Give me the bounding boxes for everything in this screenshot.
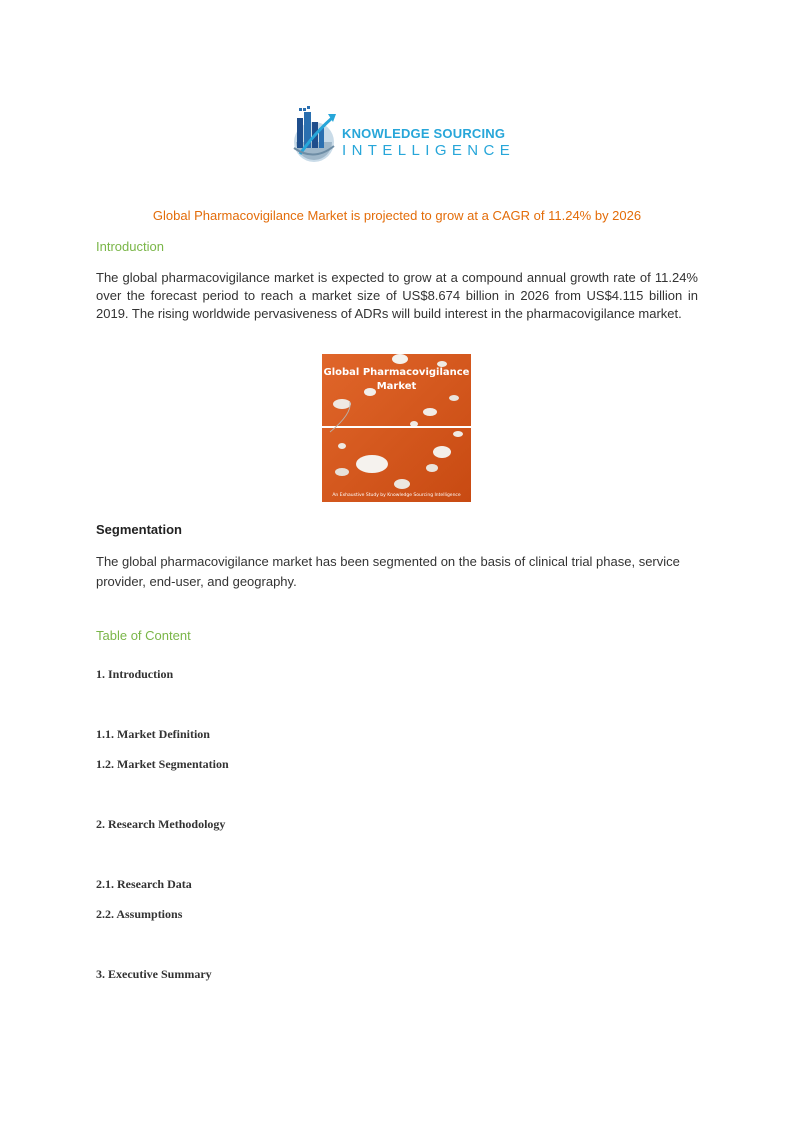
toc-item: 2.1. Research Data <box>96 877 192 891</box>
city-skyline-globe-icon <box>290 104 342 166</box>
cover-image-caption: An Exhaustive Study by Knowledge Sourcing Intelligence <box>332 493 461 498</box>
table-of-content-heading: Table of Content <box>96 628 191 643</box>
toc-item: 3. Executive Summary <box>96 967 212 981</box>
logo-text-primary: KNOWLEDGE SOURCING <box>342 126 506 141</box>
segmentation-paragraph: The global pharmacovigilance market has been segmented on the basis of clinical trial phase, service provider, end-user, and geography. <box>96 554 680 589</box>
page-title: Global Pharmacovigilance Market is projected to grow at a CAGR of 11.24% by 2026 <box>152 208 642 223</box>
introduction-heading: Introduction <box>96 239 164 254</box>
segmentation-heading: Segmentation <box>96 522 182 537</box>
toc-item: 1.1. Market Definition <box>96 727 210 741</box>
introduction-paragraph: The global pharmacovigilance market is expected to grow at a compound annual growth rate of 11.24% over the forecast period to reach a market size of US$8.674 billion in 2026 from US$4.115 billion in 2019. The rising worldwide pervasiveness of ADRs will build interest in the pharmacovigilance market. <box>96 270 698 321</box>
cover-image-title: Global Pharmacovigilance Market <box>323 367 470 392</box>
logo-text-secondary: INTELLIGENCE <box>342 142 516 159</box>
market-report-cover-image <box>322 354 471 502</box>
toc-item: 1. Introduction <box>96 667 174 681</box>
company-logo <box>290 104 516 166</box>
toc-item: 2.2. Assumptions <box>96 907 183 921</box>
toc-item: 1.2. Market Segmentation <box>96 757 229 771</box>
toc-item: 2. Research Methodology <box>96 817 226 831</box>
